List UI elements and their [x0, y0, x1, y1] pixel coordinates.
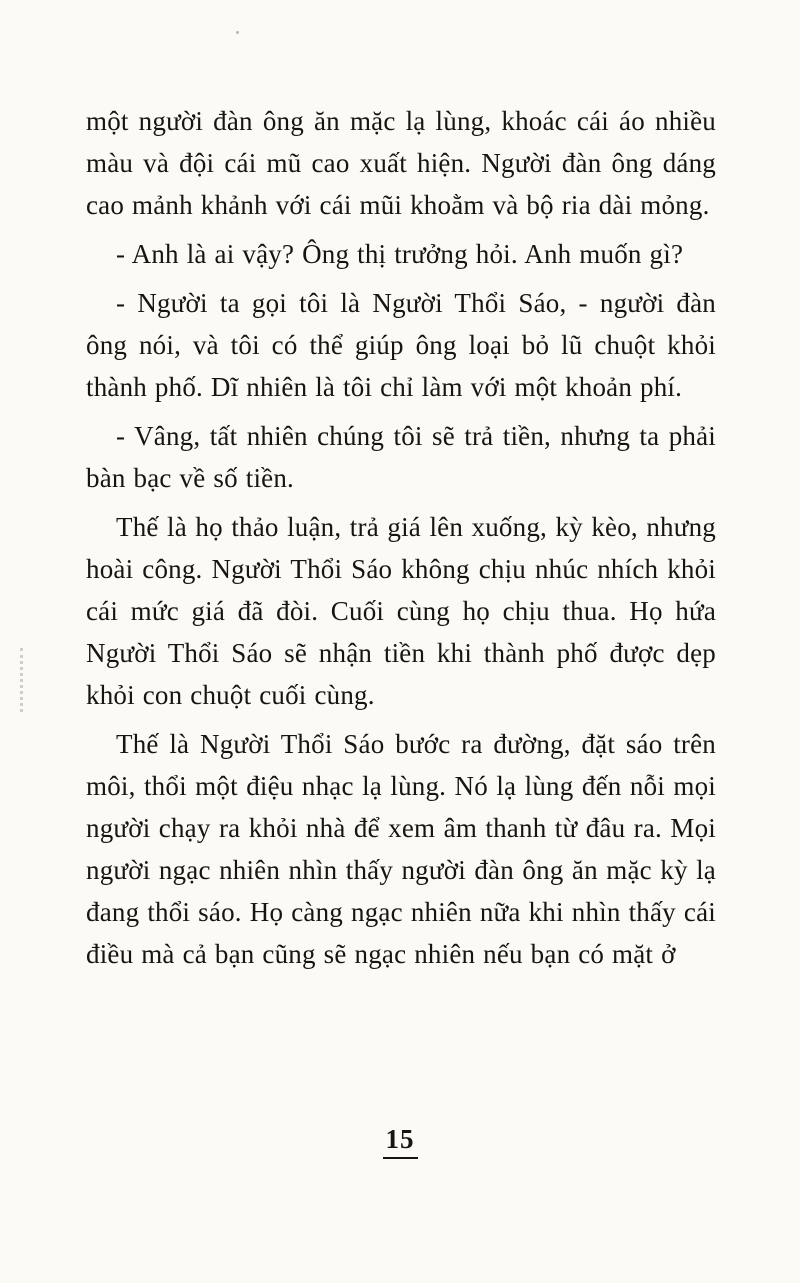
- paragraph: Thế là họ thảo luận, trả giá lên xuống, kỳ kèo, nhưng hoài công. Người Thổi Sáo không chịu nhúc nhích khỏi cái mức giá đã đòi. Cuối cùng họ chịu thua. Họ hứa Người Thổi Sáo sẽ nhận tiền khi thành phố được dẹp khỏi con chuột cuối cùng.: [86, 512, 716, 710]
- paragraph: Thế là Người Thổi Sáo bước ra đường, đặt sáo trên môi, thổi một điệu nhạc lạ lùng. Nó lạ lùng đến nỗi mọi người chạy ra khỏi nhà để xem âm thanh từ đâu ra. Mọi người ngạc nhiên nhìn thấy người đàn ông ăn mặc kỳ lạ đang thổi sáo. Họ càng ngạc nhiên nữa khi nhìn thấy cái điều mà cả bạn cũng sẽ ngạc nhiên nếu bạn có mặt ở: [86, 729, 716, 969]
- page-number: 15: [0, 1124, 800, 1159]
- scan-artifact: [20, 648, 23, 712]
- book-page-text: [86, 100, 716, 982]
- scan-speck: [236, 31, 239, 34]
- paragraph: - Vâng, tất nhiên chúng tôi sẽ trả tiền, nhưng ta phải bàn bạc về số tiền.: [86, 421, 716, 493]
- paragraph: - Anh là ai vậy? Ông thị trưởng hỏi. Anh muốn gì?: [116, 239, 684, 269]
- paragraph: một người đàn ông ăn mặc lạ lùng, khoác cái áo nhiều màu và đội cái mũ cao xuất hiện. Người đàn ông dáng cao mảnh khảnh với cái mũi khoằm và bộ ria dài mỏng.: [86, 106, 716, 220]
- paragraph: - Người ta gọi tôi là Người Thổi Sáo, - người đàn ông nói, và tôi có thể giúp ông loại bỏ lũ chuột khỏi thành phố. Dĩ nhiên là tôi chỉ làm với một khoản phí.: [86, 288, 716, 402]
